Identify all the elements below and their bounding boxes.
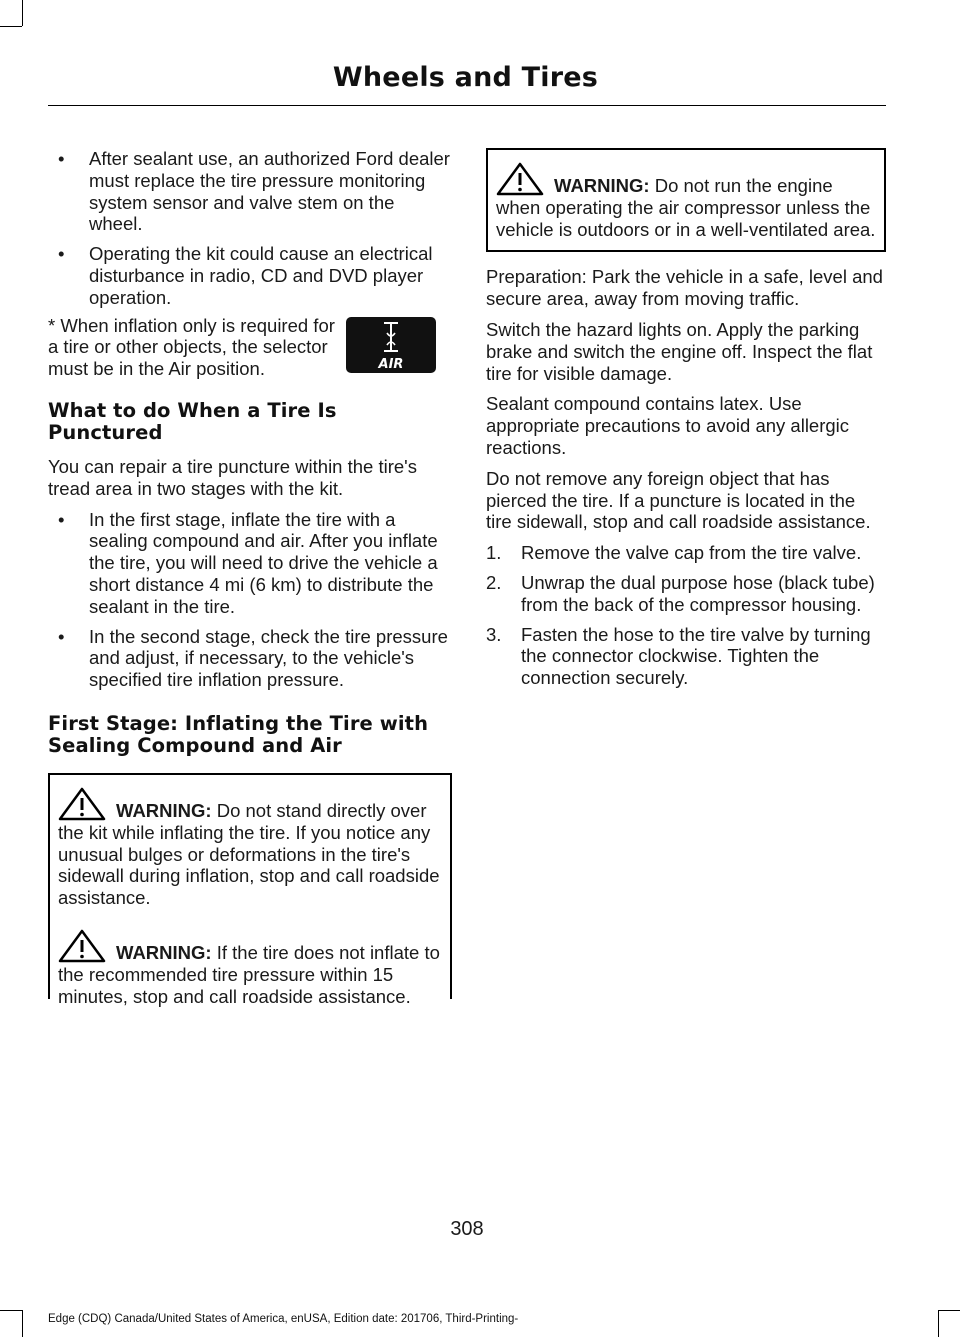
warning-item <box>496 158 876 240</box>
warning-label: WARNING: <box>116 941 212 963</box>
list-item <box>486 624 886 689</box>
list-item: • Operating the kit could cause an electrical disturbance in radio, CD and DVD player operation. <box>48 243 452 308</box>
list-item: • After sealant use, an authorized Ford dealer must replace the tire pressure monitoring system sensor and valve stem on the wheel. <box>48 148 452 235</box>
warning-text: Do not stand directly over the kit while inflating the tire. If you notice any unusual bulges or deformations in the tire's sidewall during inflation, stop and call roadside assistance. <box>58 799 440 909</box>
footer-text: Edge (CDQ) Canada/United States of America, enUSA, Edition date: 201706, Third-Printing- <box>48 1313 519 1325</box>
paragraph: You can repair a tire puncture within the tire's tread area in two stages with the kit. <box>48 455 417 499</box>
left-column <box>48 148 452 1007</box>
warning-text: If the tire does not inflate to the recommended tire pressure within 15 minutes, stop and call roadside assistance. <box>58 941 440 1007</box>
warning-box <box>48 773 452 1007</box>
warning-text: Do not run the engine when operating the air compressor unless the vehicle is outdoors or in a well-ventilated area. <box>496 175 876 240</box>
paragraph: Switch the hazard lights on. Apply the parking brake and switch the engine off. Inspect the flat tire for visible damage. <box>486 318 873 384</box>
warning-label: WARNING: <box>554 175 650 196</box>
crop-mark <box>22 0 23 26</box>
air-label: AIR <box>378 356 404 372</box>
right-column <box>486 148 886 697</box>
step-number: 3. <box>486 623 502 645</box>
bullet-list-sealant <box>48 148 452 309</box>
crop-mark <box>0 26 22 27</box>
steps-list <box>486 542 886 689</box>
warning-item <box>58 925 442 1007</box>
crop-mark <box>938 1310 960 1311</box>
list-item <box>486 542 886 564</box>
warning-triangle-icon <box>58 787 106 821</box>
list-item <box>486 572 886 616</box>
step-text: Unwrap the dual purpose hose (black tube) from the back of the compressor housing. <box>521 571 875 615</box>
step-text: Remove the valve cap from the tire valve. <box>521 542 862 564</box>
list-item: • In the second stage, check the tire pressure and adjust, if necessary, to the vehicle's specified tire inflation pressure. <box>48 626 452 691</box>
paragraph: Sealant compound contains latex. Use appropriate precautions to avoid any allergic reactions. <box>486 393 850 458</box>
warning-triangle-icon <box>58 929 106 963</box>
step-number: 1. <box>486 542 502 564</box>
warning-triangle-icon <box>496 162 544 196</box>
section-heading: What to do When a Tire Is Punctured <box>48 398 337 444</box>
crop-mark <box>22 1310 23 1337</box>
step-number: 2. <box>486 571 502 593</box>
page-title: Wheels and Tires <box>332 62 598 93</box>
header-rule <box>48 105 886 106</box>
paragraph: Do not remove any foreign object that has pierced the tire. If a puncture is located in the tire sidewall, stop and call roadside assistance. <box>486 467 871 533</box>
icon-note: * When inflation only is required for a tire or other objects, the selector must be in the Air position. <box>48 314 335 380</box>
list-item: • In the first stage, inflate the tire with a sealing compound and air. After you inflate the tire, you will need to drive the vehicle a short distance 4 mi (6 km) to distribute the sealant in the tire. <box>48 509 452 618</box>
step-text: Fasten the hose to the tire valve by turning the connector clockwise. Tighten the connection securely. <box>521 623 871 689</box>
air-selector-icon <box>346 317 436 373</box>
bullet-list-stages <box>48 509 452 691</box>
section-heading: First Stage: Inflating the Tire with Sealing Compound and Air <box>48 711 429 757</box>
warning-item <box>58 783 442 909</box>
crop-mark <box>938 1310 939 1337</box>
paragraph: Preparation: Park the vehicle in a safe, level and secure area, away from moving traffic. <box>486 266 883 310</box>
warning-box <box>486 148 886 252</box>
warning-label: WARNING: <box>116 799 212 821</box>
crop-mark <box>0 1310 22 1311</box>
page-number: 308 <box>450 1218 484 1240</box>
